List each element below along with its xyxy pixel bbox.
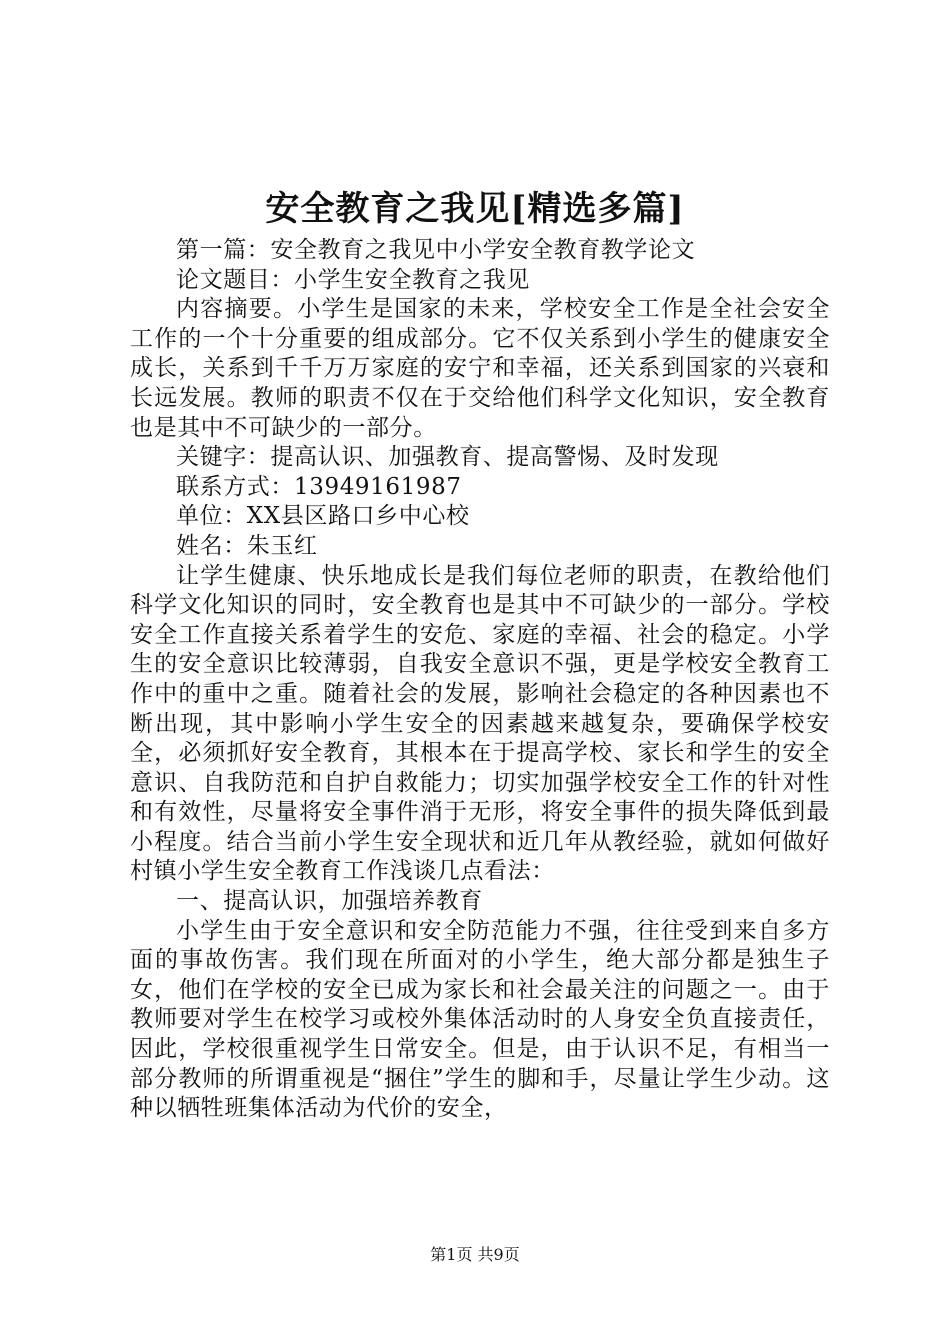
paragraph-contact: 联系方式：13949161987 [176,473,462,500]
paragraph-introduction: 让学生健康、快乐地成长是我们每位老师的职责，在教给他们科学文化知识的同时，安全教育也是其中不可缺少的一部分。学校安全工作直接关系着学生的安危、家庭的幸福、社会的稳定。小学生的安全意识比较薄弱，自我安全意识不强，更是学校安全教育工作中的重中之重。随着社会的发展，影响社会稳定的各种因素也不断出现，其中影响小学生安全的因素越来越复杂，要确保学校安全，必须抓好安全教育，其根本在于提高学校、家长和学生的安全意识、自我防范和自护自救能力；切实加强学校安全工作的针对性和有效性，尽量将安全事件消于无形，将安全事件的损失降低到最小程度。结合当前小学生安全现状和近几年从教经验，就如何做好村镇小学生安全教育工作浅谈几点看法： [130,562,830,885]
paragraph-section-heading: 第一篇：安全教育之我见中小学安全教育教学论文 [176,237,696,263]
document-body [130,236,830,1124]
paragraph-organization: 单位：XX县区路口乡中心校 [176,503,470,530]
paragraph-body-1: 小学生由于安全意识和安全防范能力不强，往往受到来自多方面的事故伤害。我们现在所面对的小学生，绝大部分都是独生子女，他们在学校的安全已成为家长和社会最关注的问题之一。由于教师要对学生在校学习或校外集体活动时的人身安全负直接责任，因此，学校很重视学生日常安全。但是，由于认识不足，有相当一部分教师的所谓重视是“捆住”学生的脚和手，尽量让学生少动。这种以牺牲班集体活动为代价的安全， [130,917,830,1122]
paragraph-abstract: 内容摘要。小学生是国家的未来，学校安全工作是全社会安全工作的一个十分重要的组成部分。它不仅关系到小学生的健康安全成长，关系到千千万万家庭的安宁和幸福，还关系到国家的兴衰和长远发展。教师的职责不仅在于交给他们科学文化知识，安全教育也是其中不可缺少的一部分。 [130,296,830,441]
document-title: 安全教育之我见[精选多篇] [265,189,685,229]
page-footer: 第1页 共9页 [430,1245,520,1264]
paragraph-subheading-1: 一、提高认识，加强培养教育 [176,888,483,915]
paragraph-author-name: 姓名：朱玉红 [176,532,318,559]
paragraph-keywords: 关键字：提高认识、加强教育、提高警惕、及时发现 [176,444,719,471]
paragraph-thesis-title: 论文题目：小学生安全教育之我见 [176,266,530,293]
